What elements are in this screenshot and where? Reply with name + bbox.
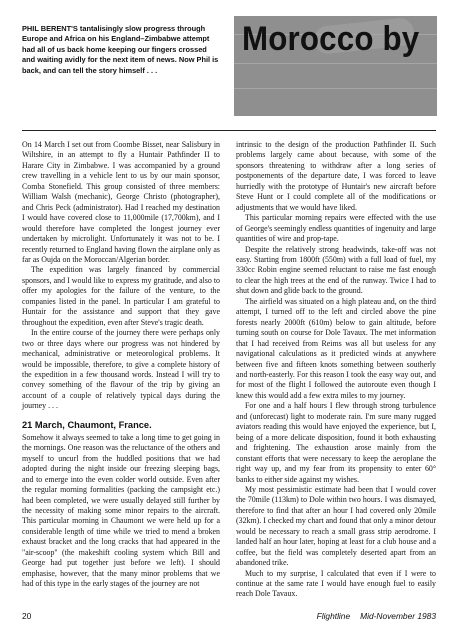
banner-stripe [234,63,437,64]
body-paragraph: Despite the relatively strong headwinds, take-off was not easy. Starting from 1800ft (550m) with a full load of fuel, my 330cc Robin engine seemed reluctant to raise me fast enough to clear the high trees at the end of the runway. Twice I had to shut down and glide back to the ground. [236,244,436,296]
left-column [22,140,220,590]
banner-stripe [234,88,437,89]
body-paragraph: This particular morning repairs were effected with the use of George's seemingly endless quantities of ingenuity and large quantities of wire and prop-tape. [236,213,436,244]
body-paragraph: The expedition was largely financed by commercial sponsors, and I would like to express my gratitude, and also to offer my apologies for the failure of the venture, to the companies listed in the panel. In particular I am grateful to Huntair for the assistance and support that they gave throughout the expedition, even after Steve's tragic death. [22,265,220,327]
page-number: 20 [22,611,32,621]
body-paragraph: intrinsic to the design of the production Pathfinder II. Such problems largely came about because, with some of the sponsors threatening to withdraw after a long series of postponements of the departure date, I was forced to leave hurriedly with the prototype of Huntair's new aircraft before Steve Hunt or I could complete all of the modifications or adjustments that we would have liked. [236,140,436,212]
body-paragraph: In the entire course of the journey there were perhaps only two or three days where our progress was not hindered by mechanical, administrative or meteorological problems. It would be impossible, therefore, to give a complete history of the expedition in a few thousand words. Instead I will try to convey something of the flavour of the trip by giving an account of a couple of relatively typical days during the journey . . . [22,328,220,411]
standfirst: PHIL BERENT'S tantalisingly slow progress through Europe and Africa on his England–Zimbabwe attempt had all of us back home keeping our fingers crossed and waiting avidly for the next item of news. Now Phil is back, and can tell the story himself . . . [22,24,219,75]
publication-name: Flightline [316,611,351,621]
body-paragraph: The airfield was situated on a high plateau and, on the third attempt, I turned off to the left and circled above the pine forests nearly 2000ft (610m) below to gain altitude, before turning south on course for Dole Tavaux. The met information that I had received from Reims was all but useless for any navigational calculations as it predicted winds at anywhere between five and fifteen knots something between southerly and north-easterly. For this reason I took the easy way out, and for most of the flight I followed the autoroute even though I knew this would add a few extra miles to my journey. [236,296,436,400]
headline-banner [234,16,437,116]
section-divider [22,130,436,131]
section-subhead: 21 March, Chaumont, France. [22,419,152,430]
body-paragraph: On 14 March I set out from Coombe Bisset, near Salisbury in Wiltshire, in an attempt to fly a Huntair Pathfinder II to Harare City in Zimbabwe. I was accompanied by a ground crew travelling in a vehicle lent to us by our main sponsor, Comba Stonefield. This group consisted of three members: William Walsh (mechanic), George Christo (photographer), and Chris Peck (administrator). Had I reached my destination I would have covered close to 11,000mile (17,700km), and I would therefore have completed the longest journey ever undertaken by microlight. Unfortunately it was not to be. I recently returned to England having flown the airplane only as far as Oujda on the Moroccan/Algerian border. [22,140,220,264]
right-column [236,140,436,600]
issue-date: Mid-November 1983 [360,611,436,621]
body-paragraph: For one and a half hours I flew through strong turbulence and (unforecast) light to moderate rain. I'm sure many rugged aviators reading this would have enjoyed the experience, but I, being of a more delicate disposition, found it both exhausting and frightening. The exhaustion arose mainly from the constant efforts that were necessary to keep the aeroplane the right way up, and my fear from its propensity to enter 60° banks to either side against my wishes. [236,401,436,484]
body-paragraph: Much to my surprise, I calculated that even if I were to continue at the same rate I would have enough fuel to easily reach Dole Tavaux. [236,568,436,599]
body-paragraph: Somehow it always seemed to take a long time to get going in the mornings. One reason was the reluctance of the others and myself to uncurl from the huddled positions that we had adopted during the night inside our freezing sleeping bags, and to emerge into the even colder world outside. Even after the regular morning formalities (packing the campsight etc.) had been completed, we were usually delayed still further by the necessity of making some minor repairs to the aircraft. This particular morning in Chaumont we were held up for a considerable length of time while we tried to mend a broken exhaust bracket and the long cracks that had appeared in the "air-scoop" (the makeshift cooling system which Bill and George had put together just before we left). I should emphasise, however, that the many minor problems that we had of this type in the early stages of the journey are not [22,432,220,589]
body-paragraph: My most pessimistic estimate had been that I would cover the 70mile (113km) to Dole within two hours. I was dismayed, therefore to find that after an hour I had covered only 20mile (32km). I checked my chart and found that only a minor detour would be necessary to reach a small grass strip aerodrome. I landed half an hour later, hoping at least for a club house and a coffee, but the field was completely deserted apart from an abandoned trike. [236,484,436,568]
publication-footer [317,611,436,621]
headline: Morocco by [242,20,420,58]
